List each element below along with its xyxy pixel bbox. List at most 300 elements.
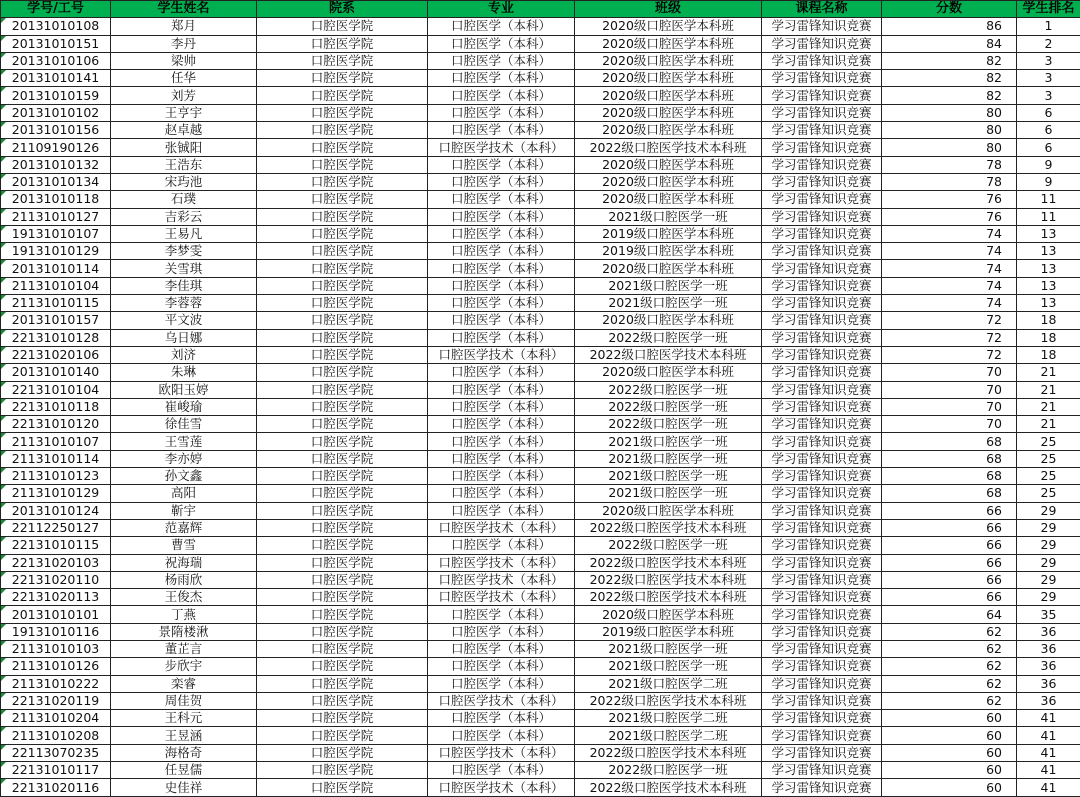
- cell-department[interactable]: 口腔医学院: [257, 606, 428, 623]
- cell-student-id[interactable]: 22131020106: [1, 346, 111, 363]
- cell-student-name[interactable]: 王昱涵: [111, 727, 257, 744]
- cell-department[interactable]: 口腔医学院: [257, 329, 428, 346]
- cell-class[interactable]: 2019级口腔医学本科班: [575, 243, 762, 260]
- cell-student-id[interactable]: 22131020113: [1, 589, 111, 606]
- cell-student-name[interactable]: 丁燕: [111, 606, 257, 623]
- cell-student-name[interactable]: 平文波: [111, 312, 257, 329]
- cell-student-name[interactable]: 赵卓越: [111, 122, 257, 139]
- cell-course-name[interactable]: 学习雷锋知识竞赛: [762, 502, 882, 519]
- cell-score[interactable]: 74: [882, 225, 1017, 242]
- cell-department[interactable]: 口腔医学院: [257, 762, 428, 779]
- cell-class[interactable]: 2020级口腔医学本科班: [575, 104, 762, 121]
- cell-score[interactable]: 66: [882, 537, 1017, 554]
- cell-major[interactable]: 口腔医学（本科）: [428, 243, 575, 260]
- cell-major[interactable]: 口腔医学（本科）: [428, 260, 575, 277]
- cell-class[interactable]: 2020级口腔医学本科班: [575, 70, 762, 87]
- cell-major[interactable]: 口腔医学（本科）: [428, 623, 575, 640]
- cell-department[interactable]: 口腔医学院: [257, 35, 428, 52]
- cell-student-name[interactable]: 关雪琪: [111, 260, 257, 277]
- cell-major[interactable]: 口腔医学（本科）: [428, 329, 575, 346]
- cell-course-name[interactable]: 学习雷锋知识竞赛: [762, 433, 882, 450]
- cell-rank[interactable]: 9: [1017, 156, 1080, 173]
- cell-class[interactable]: 2022级口腔医学一班: [575, 381, 762, 398]
- cell-class[interactable]: 2022级口腔医学技术本科班: [575, 139, 762, 156]
- cell-class[interactable]: 2022级口腔医学技术本科班: [575, 589, 762, 606]
- cell-course-name[interactable]: 学习雷锋知识竞赛: [762, 208, 882, 225]
- cell-score[interactable]: 80: [882, 104, 1017, 121]
- cell-department[interactable]: 口腔医学院: [257, 779, 428, 796]
- cell-class[interactable]: 2021级口腔医学一班: [575, 295, 762, 312]
- cell-major[interactable]: 口腔医学技术（本科）: [428, 692, 575, 709]
- cell-rank[interactable]: 11: [1017, 191, 1080, 208]
- cell-rank[interactable]: 18: [1017, 329, 1080, 346]
- cell-score[interactable]: 62: [882, 692, 1017, 709]
- cell-course-name[interactable]: 学习雷锋知识竞赛: [762, 52, 882, 69]
- cell-course-name[interactable]: 学习雷锋知识竞赛: [762, 779, 882, 796]
- cell-student-name[interactable]: 朱琳: [111, 364, 257, 381]
- cell-student-id[interactable]: 22131020103: [1, 554, 111, 571]
- cell-course-name[interactable]: 学习雷锋知识竞赛: [762, 295, 882, 312]
- cell-major[interactable]: 口腔医学（本科）: [428, 312, 575, 329]
- cell-course-name[interactable]: 学习雷锋知识竞赛: [762, 87, 882, 104]
- cell-student-id[interactable]: 20131010132: [1, 156, 111, 173]
- cell-department[interactable]: 口腔医学院: [257, 70, 428, 87]
- cell-department[interactable]: 口腔医学院: [257, 485, 428, 502]
- cell-score[interactable]: 66: [882, 519, 1017, 536]
- cell-department[interactable]: 口腔医学院: [257, 18, 428, 35]
- cell-course-name[interactable]: 学习雷锋知识竞赛: [762, 243, 882, 260]
- cell-class[interactable]: 2022级口腔医学技术本科班: [575, 346, 762, 363]
- cell-student-name[interactable]: 海格奇: [111, 744, 257, 761]
- cell-student-id[interactable]: 20131010101: [1, 606, 111, 623]
- cell-student-id[interactable]: 22131010117: [1, 762, 111, 779]
- cell-class[interactable]: 2021级口腔医学一班: [575, 485, 762, 502]
- cell-rank[interactable]: 18: [1017, 312, 1080, 329]
- cell-student-id[interactable]: 19131010107: [1, 225, 111, 242]
- cell-major[interactable]: 口腔医学（本科）: [428, 208, 575, 225]
- cell-student-name[interactable]: 刘芳: [111, 87, 257, 104]
- cell-department[interactable]: 口腔医学院: [257, 571, 428, 588]
- cell-class[interactable]: 2020级口腔医学本科班: [575, 502, 762, 519]
- cell-student-name[interactable]: 董芷言: [111, 640, 257, 657]
- cell-major[interactable]: 口腔医学（本科）: [428, 658, 575, 675]
- cell-rank[interactable]: 25: [1017, 450, 1080, 467]
- cell-student-name[interactable]: 王雪莲: [111, 433, 257, 450]
- cell-score[interactable]: 66: [882, 554, 1017, 571]
- cell-course-name[interactable]: 学习雷锋知识竞赛: [762, 589, 882, 606]
- cell-course-name[interactable]: 学习雷锋知识竞赛: [762, 381, 882, 398]
- cell-department[interactable]: 口腔医学院: [257, 191, 428, 208]
- cell-student-name[interactable]: 王亨宇: [111, 104, 257, 121]
- cell-department[interactable]: 口腔医学院: [257, 52, 428, 69]
- cell-class[interactable]: 2020级口腔医学本科班: [575, 156, 762, 173]
- header-class[interactable]: 班级: [575, 1, 762, 18]
- cell-department[interactable]: 口腔医学院: [257, 225, 428, 242]
- cell-class[interactable]: 2020级口腔医学本科班: [575, 191, 762, 208]
- cell-score[interactable]: 72: [882, 312, 1017, 329]
- cell-class[interactable]: 2022级口腔医学一班: [575, 762, 762, 779]
- cell-department[interactable]: 口腔医学院: [257, 416, 428, 433]
- cell-score[interactable]: 80: [882, 122, 1017, 139]
- cell-student-name[interactable]: 曹雪: [111, 537, 257, 554]
- cell-student-name[interactable]: 石璞: [111, 191, 257, 208]
- cell-department[interactable]: 口腔医学院: [257, 589, 428, 606]
- cell-course-name[interactable]: 学习雷锋知识竞赛: [762, 468, 882, 485]
- cell-major[interactable]: 口腔医学技术（本科）: [428, 139, 575, 156]
- cell-major[interactable]: 口腔医学（本科）: [428, 606, 575, 623]
- cell-rank[interactable]: 21: [1017, 364, 1080, 381]
- cell-student-id[interactable]: 22131010104: [1, 381, 111, 398]
- cell-score[interactable]: 66: [882, 589, 1017, 606]
- cell-department[interactable]: 口腔医学院: [257, 208, 428, 225]
- cell-rank[interactable]: 36: [1017, 658, 1080, 675]
- cell-rank[interactable]: 25: [1017, 485, 1080, 502]
- cell-student-id[interactable]: 22131010120: [1, 416, 111, 433]
- cell-major[interactable]: 口腔医学（本科）: [428, 468, 575, 485]
- cell-class[interactable]: 2021级口腔医学一班: [575, 208, 762, 225]
- cell-department[interactable]: 口腔医学院: [257, 381, 428, 398]
- cell-major[interactable]: 口腔医学（本科）: [428, 295, 575, 312]
- cell-major[interactable]: 口腔医学技术（本科）: [428, 554, 575, 571]
- cell-major[interactable]: 口腔医学技术（本科）: [428, 346, 575, 363]
- cell-score[interactable]: 66: [882, 571, 1017, 588]
- cell-student-id[interactable]: 22131020119: [1, 692, 111, 709]
- cell-class[interactable]: 2021级口腔医学二班: [575, 727, 762, 744]
- cell-course-name[interactable]: 学习雷锋知识竞赛: [762, 519, 882, 536]
- cell-score[interactable]: 70: [882, 381, 1017, 398]
- cell-class[interactable]: 2021级口腔医学一班: [575, 468, 762, 485]
- cell-class[interactable]: 2022级口腔医学技术本科班: [575, 519, 762, 536]
- cell-score[interactable]: 84: [882, 35, 1017, 52]
- header-department[interactable]: 院系: [257, 1, 428, 18]
- cell-student-name[interactable]: 孙文鑫: [111, 468, 257, 485]
- cell-score[interactable]: 74: [882, 295, 1017, 312]
- cell-rank[interactable]: 35: [1017, 606, 1080, 623]
- cell-class[interactable]: 2019级口腔医学本科班: [575, 623, 762, 640]
- cell-major[interactable]: 口腔医学（本科）: [428, 173, 575, 190]
- cell-course-name[interactable]: 学习雷锋知识竞赛: [762, 70, 882, 87]
- cell-class[interactable]: 2020级口腔医学本科班: [575, 35, 762, 52]
- cell-course-name[interactable]: 学习雷锋知识竞赛: [762, 554, 882, 571]
- cell-rank[interactable]: 11: [1017, 208, 1080, 225]
- cell-rank[interactable]: 25: [1017, 433, 1080, 450]
- cell-major[interactable]: 口腔医学技术（本科）: [428, 519, 575, 536]
- cell-major[interactable]: 口腔医学技术（本科）: [428, 589, 575, 606]
- cell-department[interactable]: 口腔医学院: [257, 537, 428, 554]
- cell-student-id[interactable]: 20131010106: [1, 52, 111, 69]
- cell-class[interactable]: 2020级口腔医学本科班: [575, 312, 762, 329]
- cell-major[interactable]: 口腔医学技术（本科）: [428, 744, 575, 761]
- cell-course-name[interactable]: 学习雷锋知识竞赛: [762, 260, 882, 277]
- cell-score[interactable]: 78: [882, 156, 1017, 173]
- cell-class[interactable]: 2022级口腔医学技术本科班: [575, 571, 762, 588]
- cell-score[interactable]: 68: [882, 450, 1017, 467]
- cell-student-name[interactable]: 李亦婷: [111, 450, 257, 467]
- cell-rank[interactable]: 29: [1017, 519, 1080, 536]
- cell-student-id[interactable]: 22112250127: [1, 519, 111, 536]
- cell-student-name[interactable]: 王俊杰: [111, 589, 257, 606]
- cell-score[interactable]: 72: [882, 329, 1017, 346]
- cell-rank[interactable]: 41: [1017, 727, 1080, 744]
- cell-class[interactable]: 2020级口腔医学本科班: [575, 364, 762, 381]
- cell-rank[interactable]: 36: [1017, 623, 1080, 640]
- cell-student-id[interactable]: 21131010129: [1, 485, 111, 502]
- cell-student-name[interactable]: 吉彩云: [111, 208, 257, 225]
- cell-course-name[interactable]: 学习雷锋知识竞赛: [762, 156, 882, 173]
- cell-student-id[interactable]: 22131020110: [1, 571, 111, 588]
- cell-department[interactable]: 口腔医学院: [257, 692, 428, 709]
- cell-major[interactable]: 口腔医学（本科）: [428, 104, 575, 121]
- cell-rank[interactable]: 29: [1017, 571, 1080, 588]
- cell-class[interactable]: 2021级口腔医学二班: [575, 675, 762, 692]
- cell-student-id[interactable]: 20131010108: [1, 18, 111, 35]
- cell-student-name[interactable]: 张铖阳: [111, 139, 257, 156]
- cell-class[interactable]: 2019级口腔医学本科班: [575, 225, 762, 242]
- cell-class[interactable]: 2020级口腔医学本科班: [575, 122, 762, 139]
- cell-course-name[interactable]: 学习雷锋知识竞赛: [762, 398, 882, 415]
- cell-course-name[interactable]: 学习雷锋知识竞赛: [762, 173, 882, 190]
- cell-department[interactable]: 口腔医学院: [257, 398, 428, 415]
- cell-rank[interactable]: 6: [1017, 139, 1080, 156]
- cell-student-id[interactable]: 21131010114: [1, 450, 111, 467]
- cell-rank[interactable]: 9: [1017, 173, 1080, 190]
- cell-student-name[interactable]: 乌日娜: [111, 329, 257, 346]
- cell-department[interactable]: 口腔医学院: [257, 295, 428, 312]
- cell-student-id[interactable]: 22131010115: [1, 537, 111, 554]
- cell-score[interactable]: 80: [882, 139, 1017, 156]
- cell-score[interactable]: 62: [882, 623, 1017, 640]
- cell-rank[interactable]: 21: [1017, 381, 1080, 398]
- cell-course-name[interactable]: 学习雷锋知识竞赛: [762, 450, 882, 467]
- cell-student-name[interactable]: 梁帅: [111, 52, 257, 69]
- cell-rank[interactable]: 3: [1017, 52, 1080, 69]
- cell-class[interactable]: 2022级口腔医学技术本科班: [575, 744, 762, 761]
- cell-student-name[interactable]: 崔峻瑜: [111, 398, 257, 415]
- cell-student-id[interactable]: 20131010159: [1, 87, 111, 104]
- cell-score[interactable]: 60: [882, 727, 1017, 744]
- cell-student-id[interactable]: 19131010129: [1, 243, 111, 260]
- cell-rank[interactable]: 13: [1017, 277, 1080, 294]
- cell-course-name[interactable]: 学习雷锋知识竞赛: [762, 658, 882, 675]
- cell-department[interactable]: 口腔医学院: [257, 173, 428, 190]
- header-student-id[interactable]: 学号/工号: [1, 1, 111, 18]
- cell-rank[interactable]: 13: [1017, 225, 1080, 242]
- cell-major[interactable]: 口腔医学技术（本科）: [428, 779, 575, 796]
- cell-student-id[interactable]: 21131010222: [1, 675, 111, 692]
- cell-department[interactable]: 口腔医学院: [257, 744, 428, 761]
- cell-score[interactable]: 62: [882, 658, 1017, 675]
- cell-department[interactable]: 口腔医学院: [257, 260, 428, 277]
- cell-student-name[interactable]: 李佳琪: [111, 277, 257, 294]
- cell-course-name[interactable]: 学习雷锋知识竞赛: [762, 104, 882, 121]
- cell-student-name[interactable]: 王科元: [111, 710, 257, 727]
- cell-student-name[interactable]: 史佳祥: [111, 779, 257, 796]
- cell-major[interactable]: 口腔医学（本科）: [428, 502, 575, 519]
- cell-score[interactable]: 60: [882, 710, 1017, 727]
- cell-department[interactable]: 口腔医学院: [257, 640, 428, 657]
- cell-rank[interactable]: 6: [1017, 122, 1080, 139]
- cell-student-id[interactable]: 19131010116: [1, 623, 111, 640]
- cell-course-name[interactable]: 学习雷锋知识竞赛: [762, 346, 882, 363]
- cell-major[interactable]: 口腔医学（本科）: [428, 640, 575, 657]
- cell-course-name[interactable]: 学习雷锋知识竞赛: [762, 640, 882, 657]
- cell-student-id[interactable]: 22131010128: [1, 329, 111, 346]
- cell-department[interactable]: 口腔医学院: [257, 364, 428, 381]
- cell-student-id[interactable]: 21131010104: [1, 277, 111, 294]
- cell-student-name[interactable]: 任华: [111, 70, 257, 87]
- cell-course-name[interactable]: 学习雷锋知识竞赛: [762, 744, 882, 761]
- cell-score[interactable]: 64: [882, 606, 1017, 623]
- cell-major[interactable]: 口腔医学（本科）: [428, 70, 575, 87]
- cell-student-id[interactable]: 20131010134: [1, 173, 111, 190]
- cell-rank[interactable]: 41: [1017, 710, 1080, 727]
- cell-score[interactable]: 70: [882, 398, 1017, 415]
- header-student-name[interactable]: 学生姓名: [111, 1, 257, 18]
- cell-rank[interactable]: 21: [1017, 416, 1080, 433]
- cell-student-name[interactable]: 王易凡: [111, 225, 257, 242]
- cell-major[interactable]: 口腔医学（本科）: [428, 52, 575, 69]
- cell-department[interactable]: 口腔医学院: [257, 623, 428, 640]
- cell-score[interactable]: 82: [882, 70, 1017, 87]
- cell-student-id[interactable]: 20131010151: [1, 35, 111, 52]
- cell-department[interactable]: 口腔医学院: [257, 658, 428, 675]
- cell-major[interactable]: 口腔医学（本科）: [428, 675, 575, 692]
- cell-class[interactable]: 2022级口腔医学技术本科班: [575, 554, 762, 571]
- cell-rank[interactable]: 25: [1017, 468, 1080, 485]
- cell-class[interactable]: 2021级口腔医学二班: [575, 710, 762, 727]
- header-score[interactable]: 分数: [882, 1, 1017, 18]
- cell-class[interactable]: 2020级口腔医学本科班: [575, 260, 762, 277]
- cell-student-id[interactable]: 21131010107: [1, 433, 111, 450]
- cell-major[interactable]: 口腔医学（本科）: [428, 433, 575, 450]
- cell-course-name[interactable]: 学习雷锋知识竞赛: [762, 139, 882, 156]
- cell-student-id[interactable]: 20131010140: [1, 364, 111, 381]
- cell-course-name[interactable]: 学习雷锋知识竞赛: [762, 277, 882, 294]
- cell-rank[interactable]: 29: [1017, 554, 1080, 571]
- cell-student-id[interactable]: 21131010126: [1, 658, 111, 675]
- cell-department[interactable]: 口腔医学院: [257, 710, 428, 727]
- cell-course-name[interactable]: 学习雷锋知识竞赛: [762, 537, 882, 554]
- cell-major[interactable]: 口腔医学（本科）: [428, 122, 575, 139]
- cell-student-name[interactable]: 栾睿: [111, 675, 257, 692]
- cell-major[interactable]: 口腔医学（本科）: [428, 381, 575, 398]
- cell-class[interactable]: 2021级口腔医学一班: [575, 450, 762, 467]
- cell-major[interactable]: 口腔医学（本科）: [428, 450, 575, 467]
- cell-department[interactable]: 口腔医学院: [257, 312, 428, 329]
- cell-department[interactable]: 口腔医学院: [257, 243, 428, 260]
- cell-major[interactable]: 口腔医学（本科）: [428, 762, 575, 779]
- cell-class[interactable]: 2021级口腔医学一班: [575, 433, 762, 450]
- cell-class[interactable]: 2020级口腔医学本科班: [575, 606, 762, 623]
- cell-course-name[interactable]: 学习雷锋知识竞赛: [762, 692, 882, 709]
- cell-major[interactable]: 口腔医学（本科）: [428, 87, 575, 104]
- header-rank[interactable]: 学生排名: [1017, 1, 1080, 18]
- cell-student-name[interactable]: 祝海瑞: [111, 554, 257, 571]
- cell-course-name[interactable]: 学习雷锋知识竞赛: [762, 191, 882, 208]
- cell-student-id[interactable]: 20131010157: [1, 312, 111, 329]
- cell-score[interactable]: 60: [882, 762, 1017, 779]
- header-course-name[interactable]: 课程名称: [762, 1, 882, 18]
- cell-course-name[interactable]: 学习雷锋知识竞赛: [762, 122, 882, 139]
- cell-course-name[interactable]: 学习雷锋知识竞赛: [762, 416, 882, 433]
- cell-student-id[interactable]: 21131010127: [1, 208, 111, 225]
- cell-student-name[interactable]: 李梦雯: [111, 243, 257, 260]
- cell-major[interactable]: 口腔医学（本科）: [428, 416, 575, 433]
- cell-class[interactable]: 2021级口腔医学一班: [575, 277, 762, 294]
- cell-course-name[interactable]: 学习雷锋知识竞赛: [762, 364, 882, 381]
- cell-rank[interactable]: 3: [1017, 70, 1080, 87]
- cell-score[interactable]: 66: [882, 502, 1017, 519]
- cell-major[interactable]: 口腔医学（本科）: [428, 485, 575, 502]
- cell-student-name[interactable]: 范嘉辉: [111, 519, 257, 536]
- cell-department[interactable]: 口腔医学院: [257, 139, 428, 156]
- cell-student-name[interactable]: 高阳: [111, 485, 257, 502]
- cell-department[interactable]: 口腔医学院: [257, 104, 428, 121]
- cell-score[interactable]: 62: [882, 675, 1017, 692]
- cell-student-name[interactable]: 景隋楼湫: [111, 623, 257, 640]
- cell-rank[interactable]: 1: [1017, 18, 1080, 35]
- cell-rank[interactable]: 6: [1017, 104, 1080, 121]
- cell-class[interactable]: 2021级口腔医学一班: [575, 640, 762, 657]
- cell-class[interactable]: 2020级口腔医学本科班: [575, 87, 762, 104]
- cell-course-name[interactable]: 学习雷锋知识竞赛: [762, 606, 882, 623]
- cell-course-name[interactable]: 学习雷锋知识竞赛: [762, 18, 882, 35]
- cell-student-id[interactable]: 21131010103: [1, 640, 111, 657]
- cell-course-name[interactable]: 学习雷锋知识竞赛: [762, 762, 882, 779]
- cell-student-id[interactable]: 22131010118: [1, 398, 111, 415]
- cell-score[interactable]: 70: [882, 364, 1017, 381]
- cell-student-id[interactable]: 20131010156: [1, 122, 111, 139]
- cell-student-name[interactable]: 李蓉蓉: [111, 295, 257, 312]
- cell-department[interactable]: 口腔医学院: [257, 156, 428, 173]
- cell-rank[interactable]: 13: [1017, 243, 1080, 260]
- cell-class[interactable]: 2022级口腔医学技术本科班: [575, 779, 762, 796]
- cell-course-name[interactable]: 学习雷锋知识竞赛: [762, 675, 882, 692]
- cell-rank[interactable]: 13: [1017, 295, 1080, 312]
- cell-score[interactable]: 76: [882, 191, 1017, 208]
- cell-department[interactable]: 口腔医学院: [257, 502, 428, 519]
- cell-score[interactable]: 76: [882, 208, 1017, 225]
- cell-rank[interactable]: 36: [1017, 640, 1080, 657]
- cell-course-name[interactable]: 学习雷锋知识竞赛: [762, 485, 882, 502]
- cell-class[interactable]: 2022级口腔医学一班: [575, 416, 762, 433]
- cell-score[interactable]: 78: [882, 173, 1017, 190]
- cell-class[interactable]: 2022级口腔医学技术本科班: [575, 692, 762, 709]
- cell-score[interactable]: 82: [882, 87, 1017, 104]
- cell-score[interactable]: 62: [882, 640, 1017, 657]
- cell-score[interactable]: 60: [882, 744, 1017, 761]
- cell-department[interactable]: 口腔医学院: [257, 433, 428, 450]
- cell-department[interactable]: 口腔医学院: [257, 519, 428, 536]
- cell-rank[interactable]: 29: [1017, 589, 1080, 606]
- cell-student-name[interactable]: 周佳贺: [111, 692, 257, 709]
- cell-department[interactable]: 口腔医学院: [257, 277, 428, 294]
- cell-major[interactable]: 口腔医学（本科）: [428, 364, 575, 381]
- cell-student-id[interactable]: 21131010204: [1, 710, 111, 727]
- cell-course-name[interactable]: 学习雷锋知识竞赛: [762, 727, 882, 744]
- cell-rank[interactable]: 36: [1017, 675, 1080, 692]
- cell-major[interactable]: 口腔医学（本科）: [428, 191, 575, 208]
- cell-student-name[interactable]: 郑月: [111, 18, 257, 35]
- cell-score[interactable]: 74: [882, 243, 1017, 260]
- cell-major[interactable]: 口腔医学技术（本科）: [428, 571, 575, 588]
- cell-score[interactable]: 86: [882, 18, 1017, 35]
- cell-department[interactable]: 口腔医学院: [257, 727, 428, 744]
- cell-student-name[interactable]: 靳宇: [111, 502, 257, 519]
- cell-student-id[interactable]: 21109190126: [1, 139, 111, 156]
- cell-major[interactable]: 口腔医学（本科）: [428, 710, 575, 727]
- cell-course-name[interactable]: 学习雷锋知识竞赛: [762, 329, 882, 346]
